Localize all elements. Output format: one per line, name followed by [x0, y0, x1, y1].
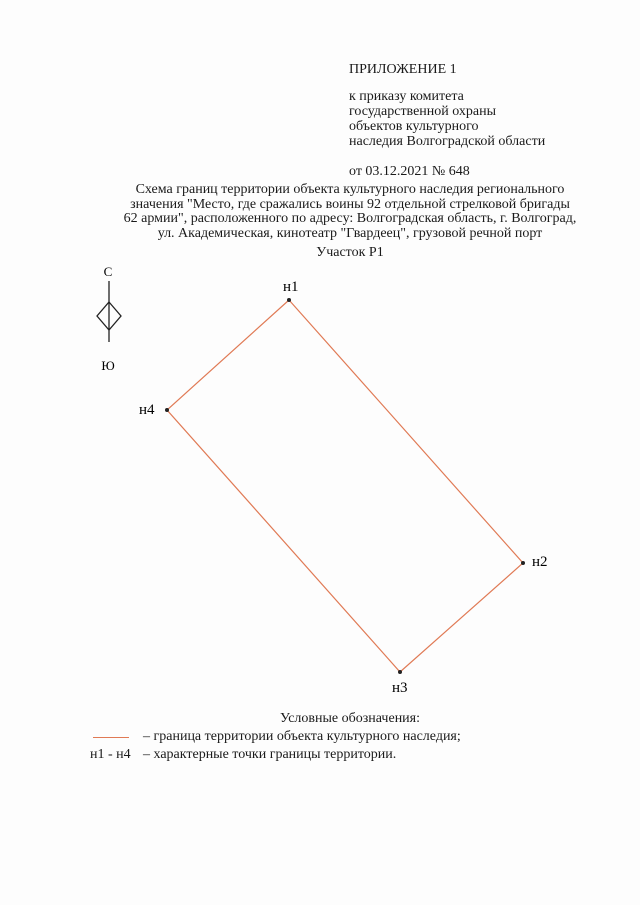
appendix-line: к приказу комитета	[349, 89, 464, 104]
boundary-line-swatch	[93, 737, 129, 738]
legend-points-text: – характерные точки границы территории.	[143, 747, 397, 762]
appendix-line: объектов культурного	[349, 119, 479, 134]
heading-line: ул. Академическая, кинотеатр "Гвардеец", грузовой речной порт	[157, 225, 543, 241]
legend-boundary-text: – граница территории объекта культурного наследия;	[143, 729, 461, 744]
legend-row-points	[0, 746, 640, 764]
appendix-title: ПРИЛОЖЕНИЕ 1	[349, 62, 457, 77]
point-label-n2: н2	[532, 554, 548, 570]
compass-icon	[97, 264, 121, 373]
order-date: от 03.12.2021 № 648	[349, 164, 470, 179]
legend	[0, 710, 640, 764]
heading-line: Схема границ территории объекта культурного наследия регионального	[135, 182, 565, 197]
boundary-point-n2	[521, 561, 525, 565]
compass-south-label: Ю	[101, 358, 115, 373]
section-title: Участок Р1	[316, 245, 384, 260]
appendix-line: наследия Волгоградской области	[349, 134, 546, 149]
boundary-point-n3	[398, 670, 402, 674]
boundary-point-n4	[165, 408, 169, 412]
territory-boundary	[167, 300, 523, 672]
legend-title: Условные обозначения:	[279, 711, 421, 726]
heading-line: значения "Место, где сражались воины 92 отдельной стрелковой бригады	[130, 196, 570, 212]
legend-points-label: н1 - н4	[90, 747, 131, 762]
boundary-point-n1	[287, 298, 291, 302]
compass-north-label: С	[103, 264, 113, 279]
point-label-n3: н3	[392, 680, 408, 696]
point-label-n4: н4	[139, 402, 155, 418]
legend-row-boundary	[0, 728, 640, 746]
appendix-line: государственной охраны	[349, 104, 497, 119]
heading-line: 62 армии", расположенного по адресу: Волгоградская область, г. Волгоград,	[123, 211, 577, 226]
point-label-n1: н1	[283, 279, 299, 295]
